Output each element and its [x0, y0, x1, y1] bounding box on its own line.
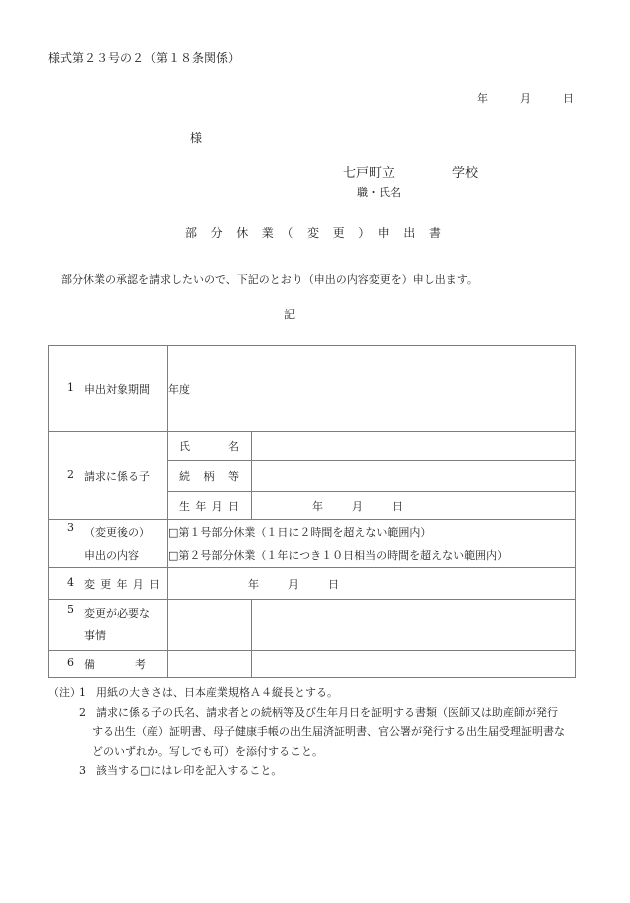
child-relation-value-cell — [252, 461, 576, 492]
row-number: 6 — [67, 656, 74, 669]
notes-section — [48, 683, 565, 781]
child-name-label: 氏 名 — [179, 440, 239, 453]
fiscal-year-label: 年度 — [168, 382, 190, 396]
note-2-text-line2: する出生（産）証明書、母子健康手帳の出生届済証明書、官公署が発行する出生届受理証明書な — [92, 725, 565, 738]
change-date-label: 変 更 年 月 日 — [84, 577, 160, 591]
change-reason-value-cell — [252, 600, 576, 651]
row-remarks — [49, 651, 576, 678]
signer-label: 職・氏名 — [357, 186, 401, 199]
note-1-text: 用紙の大きさは、日本産業規格Ａ４縦長とする。 — [96, 686, 338, 699]
remarks-sub-cell — [168, 651, 252, 678]
note-number: 1 — [79, 686, 86, 699]
change-date-placeholder: 年 月 日 — [248, 577, 339, 591]
change-date-value-cell — [168, 568, 576, 600]
application-period-value-cell — [168, 346, 576, 432]
note-2-text-line3: どのいずれか。写しでも可）を添付すること。 — [92, 744, 323, 758]
school-prefix: 七戸町立 — [343, 166, 396, 181]
child-name-value-cell — [252, 432, 576, 461]
change-date-label-cell — [49, 568, 168, 600]
note-1 — [48, 683, 565, 703]
school-suffix: 学校 — [452, 166, 479, 181]
note-3-text: 該当する□にはレ印を記入すること。 — [96, 764, 283, 777]
child-relation-label: 続 柄 等 — [179, 470, 239, 483]
application-table — [48, 345, 576, 678]
application-content-label-line2: 申出の内容 — [84, 548, 139, 562]
child-name-label-cell — [168, 432, 252, 461]
note-3 — [48, 761, 565, 781]
application-period-label: 申出対象期間 — [84, 382, 150, 396]
note-marker: （注） — [48, 686, 81, 699]
school-line — [343, 166, 478, 182]
row-number: 4 — [67, 575, 74, 589]
row-application-content — [49, 520, 576, 568]
child-relation-label-cell — [168, 461, 252, 492]
birthdate-placeholder: 年 月 日 — [312, 499, 403, 513]
child-birthdate-label: 生 年 月 日 — [179, 499, 239, 513]
application-period-label-cell — [49, 346, 168, 432]
row-change-reason — [49, 600, 576, 651]
row-application-period — [49, 346, 576, 432]
note-2-text-line1: 請求に係る子の氏名、請求者との続柄等及び生年月日を証明する書類（医師又は助産師が発行 — [96, 705, 558, 719]
change-reason-sub-cell — [168, 600, 252, 651]
child-label: 請求に係る子 — [84, 469, 150, 483]
record-mark: 記 — [284, 308, 295, 321]
remarks-label-cell — [49, 651, 168, 678]
body-paragraph: 部分休業の承認を請求したいので、下記のとおり（申出の内容変更を）申し出ます。 — [61, 273, 478, 286]
document-title: 部 分 休 業 （ 変 更 ） 申 出 書 — [185, 226, 442, 240]
row-number: 1 — [67, 380, 74, 394]
application-content-value-cell — [168, 520, 576, 568]
date-placeholder: 年 月 日 — [477, 92, 574, 105]
note-number: 3 — [79, 764, 86, 777]
child-birthdate-label-cell — [168, 492, 252, 520]
change-reason-label-cell — [49, 600, 168, 651]
checkbox-option-2: □第２号部分休業（１年につき１０日相当の時間を超えない範囲内） — [168, 548, 509, 562]
child-label-cell — [49, 432, 168, 520]
application-content-label-cell — [49, 520, 168, 568]
addressee-suffix: 様 — [190, 131, 203, 145]
row-change-date — [49, 568, 576, 600]
remarks-label: 備 考 — [84, 658, 146, 671]
note-number: 2 — [79, 705, 86, 719]
change-reason-label-line2: 事情 — [84, 629, 106, 642]
remarks-value-cell — [252, 651, 576, 678]
checkbox-option-1: □第１号部分休業（１日に２時間を超えない範囲内） — [168, 525, 432, 539]
row-child-name — [49, 432, 576, 461]
form-number: 様式第２３号の２（第１８条関係） — [48, 51, 241, 65]
row-number: 5 — [67, 603, 74, 616]
application-content-label-line1: （変更後の） — [84, 525, 150, 539]
child-birthdate-value-cell — [252, 492, 576, 520]
row-number: 3 — [67, 520, 74, 534]
row-number: 2 — [67, 467, 74, 481]
note-2 — [48, 703, 565, 762]
change-reason-label-line1: 変更が必要な — [84, 607, 150, 620]
